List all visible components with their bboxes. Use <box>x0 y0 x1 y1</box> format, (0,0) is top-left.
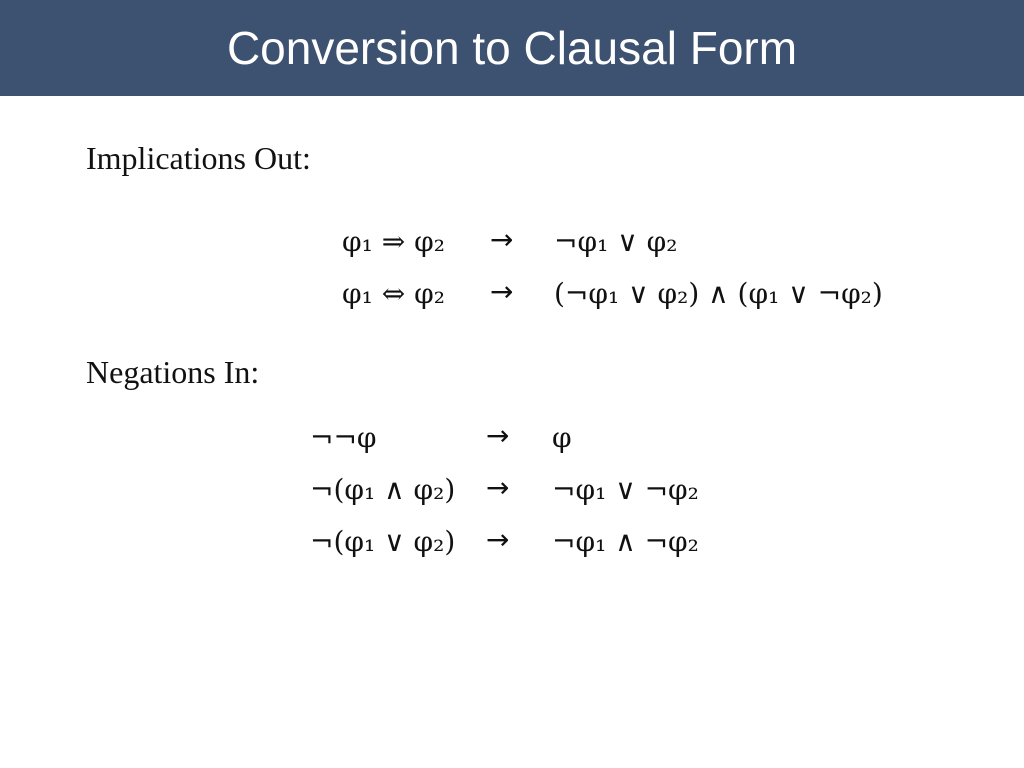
rule-lhs: ¬¬φ <box>310 421 377 454</box>
rule-lhs: ¬(φ₁ ∧ φ₂) <box>310 473 456 506</box>
rule-arrow: → <box>490 223 514 256</box>
rule-rhs: ¬φ₁ ∨ ¬φ₂ <box>552 473 699 506</box>
rule-rhs: ¬φ₁ ∧ ¬φ₂ <box>552 525 699 558</box>
rule-lhs: ¬(φ₁ ∨ φ₂) <box>310 525 456 558</box>
slide-title: Conversion to Clausal Form <box>226 22 798 74</box>
rule-arrow: → <box>486 523 510 556</box>
title-bar <box>0 0 1024 96</box>
section-heading-negations: Negations In: <box>86 354 260 390</box>
rule-rhs: ¬φ₁ ∨ φ₂ <box>554 225 678 258</box>
rule-lhs: φ₁ ⇒ φ₂ <box>342 225 445 258</box>
rule-arrow: → <box>486 419 510 452</box>
rule-lhs: φ₁ ⇔ φ₂ <box>342 277 445 310</box>
section-heading-implications: Implications Out: <box>86 140 311 176</box>
rule-arrow: → <box>490 275 514 308</box>
rule-rhs: φ <box>552 421 572 454</box>
rule-arrow: → <box>486 471 510 504</box>
rule-rhs: (¬φ₁ ∨ φ₂) ∧ (φ₁ ∨ ¬φ₂) <box>554 277 883 310</box>
